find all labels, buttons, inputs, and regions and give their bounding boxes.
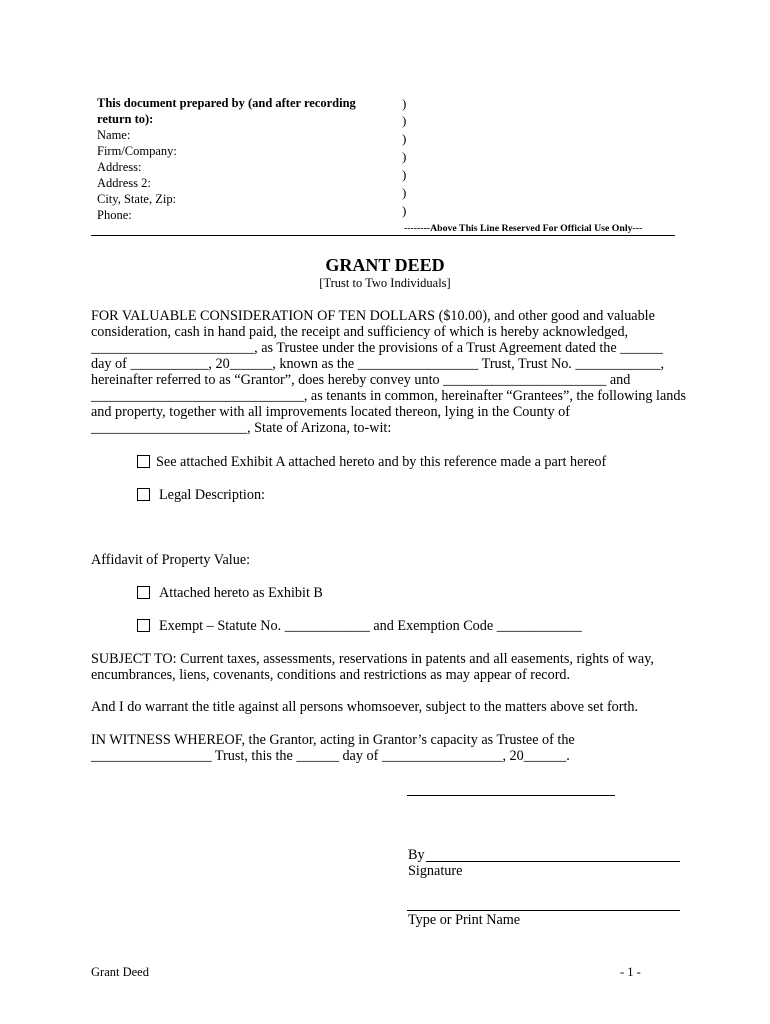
paren-7: ) bbox=[402, 203, 407, 218]
phone-label: Phone: bbox=[97, 208, 132, 222]
consideration-line-5: hereinafter referred to as “Grantor”, does hereby convey unto _______________________ and bbox=[91, 372, 631, 388]
legal-description-label: Legal Description: bbox=[159, 487, 265, 503]
legal-description-checkbox[interactable] bbox=[137, 488, 150, 501]
exempt-checkbox[interactable] bbox=[137, 619, 150, 632]
address2-label: Address 2: bbox=[97, 176, 151, 190]
witness-line-1: IN WITNESS WHEREOF, the Grantor, acting in Grantor’s capacity as Trustee of the bbox=[91, 732, 575, 748]
by-label: By bbox=[408, 847, 425, 863]
consideration-line-4: day of ___________, 20______, known as the _________________ Trust, Trust No. ____________, bbox=[91, 356, 665, 372]
reserved-official-use: --------Above This Line Reserved For Official Use Only--- bbox=[404, 223, 643, 234]
type-print-name-label: Type or Print Name bbox=[408, 912, 521, 928]
header-divider bbox=[91, 235, 675, 236]
subject-to-line-1: SUBJECT TO: Current taxes, assessments, reservations in patents and all easements, rights of way, bbox=[91, 651, 654, 667]
address-label: Address: bbox=[97, 160, 142, 174]
firm-company-label: Firm/Company: bbox=[97, 144, 177, 158]
footer-title: Grant Deed bbox=[91, 965, 149, 979]
paren-3: ) bbox=[402, 131, 407, 146]
paren-5: ) bbox=[402, 167, 407, 182]
consideration-line-8: ______________________, State of Arizona, to-wit: bbox=[91, 420, 392, 436]
exhibit-a-checkbox[interactable] bbox=[137, 455, 150, 468]
paren-2: ) bbox=[402, 113, 407, 128]
name-label: Name: bbox=[97, 128, 131, 142]
document-title: GRANT DEED bbox=[325, 255, 445, 275]
consideration-line-3: _______________________, as Trustee under the provisions of a Trust Agreement dated the ______ bbox=[91, 340, 663, 356]
prepared-by-label-line1: This document prepared by (and after recording bbox=[97, 96, 356, 110]
exhibit-a-label: See attached Exhibit A attached hereto and by this reference made a part hereof bbox=[156, 454, 607, 470]
exhibit-b-checkbox[interactable] bbox=[137, 586, 150, 599]
signature-label: Signature bbox=[408, 863, 463, 879]
trust-name-signature-line bbox=[407, 795, 615, 796]
consideration-line-6: ______________________________, as tenants in common, hereinafter “Grantees”, the following lands bbox=[91, 388, 686, 404]
affidavit-label: Affidavit of Property Value: bbox=[91, 552, 251, 568]
consideration-line-2: consideration, cash in hand paid, the receipt and sufficiency of which is hereby acknowledged, bbox=[91, 324, 629, 340]
witness-line-2: _________________ Trust, this the ______ day of _________________, 20______. bbox=[91, 748, 570, 764]
subject-to-line-2: encumbrances, liens, covenants, conditions and restrictions as may appear of record. bbox=[91, 667, 571, 683]
exempt-label: Exempt – Statute No. ____________ and Exemption Code ____________ bbox=[159, 618, 582, 634]
print-name-line bbox=[407, 910, 680, 911]
warrant-statement: And I do warrant the title against all persons whomsoever, subject to the matters above set forth. bbox=[91, 699, 639, 715]
paren-4: ) bbox=[402, 149, 407, 164]
page-number: - 1 - bbox=[620, 965, 641, 979]
consideration-line-1: FOR VALUABLE CONSIDERATION OF TEN DOLLARS ($10.00), and other good and valuable bbox=[91, 308, 655, 324]
paren-1: ) bbox=[402, 96, 407, 111]
prepared-by-label-line2: return to): bbox=[97, 112, 154, 126]
consideration-line-7: and property, together with all improvements located thereon, lying in the County of bbox=[91, 404, 570, 420]
signature-line bbox=[426, 861, 680, 862]
city-state-zip-label: City, State, Zip: bbox=[97, 192, 177, 206]
exhibit-b-label: Attached hereto as Exhibit B bbox=[159, 585, 323, 601]
document-subtitle: [Trust to Two Individuals] bbox=[319, 276, 451, 290]
paren-6: ) bbox=[402, 185, 407, 200]
